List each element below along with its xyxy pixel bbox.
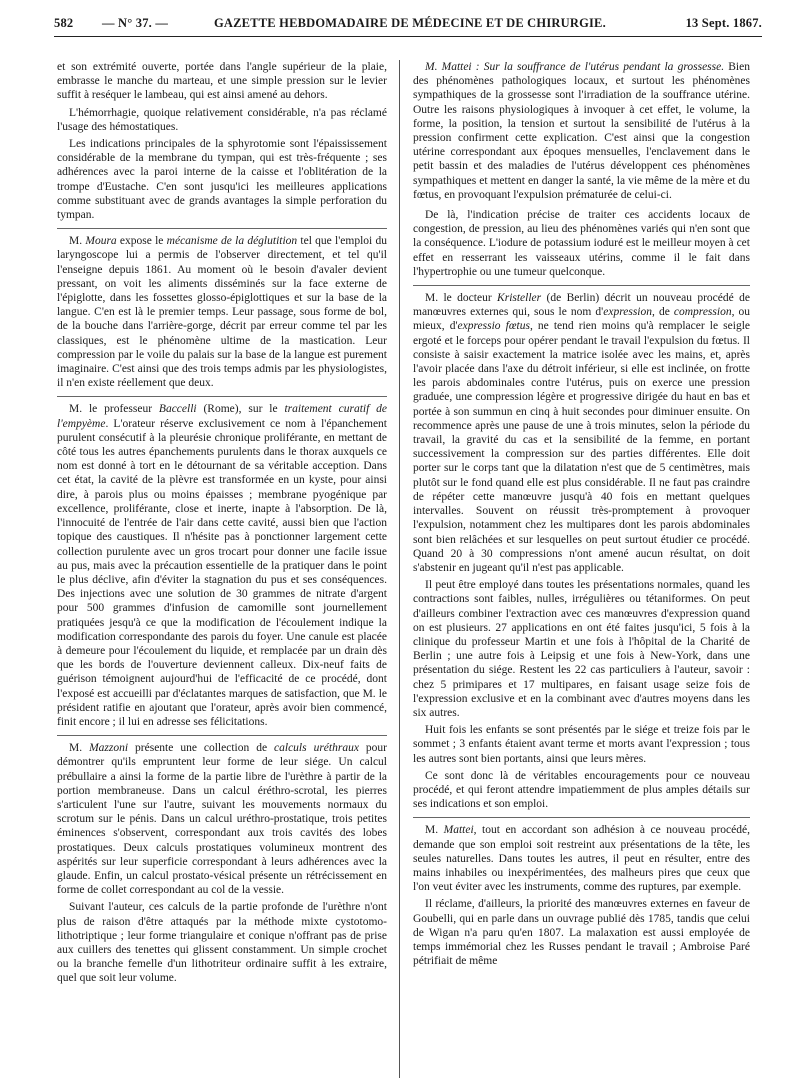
topic-title: traitement curatif de l'empyème xyxy=(57,403,387,430)
author-name: Mazzoni xyxy=(89,742,129,755)
author-name: Baccelli xyxy=(158,403,197,416)
paragraph: et son extrémité ouverte, portée dans l'angle supérieur de la plaie, embrasse le manche du marteau, et une simple pression sur le levier suffit à reséquer le lambeau, qui est ainsi amené au dehors. xyxy=(57,61,387,102)
author-name: M. Mattei xyxy=(425,61,472,73)
paragraph-baccelli: M. le professeur Baccelli (Rome), sur le traitement curatif de l'empyème. L'orateur réserve exclusivement ce nom à l'épanchement purulent consécutif à la pleurésie chronique proliférante, en mettant de côté tous les autres épanchements purulents dans le thorax auxquels ce nom est donné à tort en le détournant de sa véritable acception. Dans cet état, la cavité de la plèvre est transformée en un kyste, pour ainsi dire, à parois plus ou moins épaisses ; membrane pyogénique par excellence, proliférante, close et inerte, inapte à l'absorption. De là, l'innocuité de l'entrée de l'air dans cette cavité, aussi bien que l'action topique des caustiques. Il n'hésite pas à ponctionner largement cette collection purulente avec un gros trocart pour donner une facile issue au pus, mais avec la précaution essentielle de la pratiquer dans le point le plus déclive, afin d'éviter la stagnation du pus et ses conséquences. Des injections avec une solution de 30 grammes de nitrate d'argent pour 500 grammes d'infusion de camomille sont journellement pratiquées jesqu'à ce que la modification de l'écoulement indique la modification correspondante des parois du foyer. Une canule est placée à demeure pour l'écoulement du liquide, et remplacée par un drain dès que les bords de l'ouverture deviennent calleux. Dix-neuf faits de guérison témoignent aujourd'hui de l'efficacité de ce procédé, dont l'exposé est accueilli par d'éclatantes marques de satisfaction, que M. le président ratifie en ajoutant que l'orateur, après avoir bien commencé, finit encore ; il lui en adresse ses félicitations. xyxy=(57,403,387,728)
author-name: Moura xyxy=(85,235,117,248)
paragraph-mattei: M. Mattei : Sur la souffrance de l'utérus pendant la grossesse. Bien des phénomènes pathologiques locaux, et surtout les phénomènes sympathiques de la grossesse sont l'irradiation de la souffrance utérine. Outre les raisons physiologiques à invoquer à cet effet, le volume, la forme, la position, la tension et surtout la sensibilité de l'utérus à la pression confirment cette explication. C'est ainsi que la congestion utérine correspondant aux époques mensuelles, l'enclavement dans le petit bassin et des maladies de l'utérus développent ces phénomènes sympathiques et mettent en danger la santé, la vie même de la mère et du fœtus, en provoquant l'expulsion prématurée de celui-ci. xyxy=(413,61,750,201)
column-divider xyxy=(399,60,400,1078)
issue-number: — N° 37. — xyxy=(102,16,169,30)
paragraph: Il réclame, d'ailleurs, la priorité des manœuvres externes en faveur de Goubelli, qui en parle dans un ouvrage publié dès 1785, tandis que celui de Wigan n'a paru qu'en 1807. La malaxation est aussi employée de temps immémorial chez les Russes pendant le travail ; Ambroise Paré pétrifiait de même xyxy=(413,898,750,968)
right-column xyxy=(413,60,750,1078)
section-separator xyxy=(413,285,750,286)
topic-title: mécanisme de la déglutition xyxy=(166,235,298,248)
paragraph: Suivant l'auteur, ces calculs de la partie profonde de l'urèthre n'ont plus de raison d'être attaqués par la méthode mixte cystotomo-lithotriptique ; leur forme triangulaire et conique n'offrant pas de prise aux cuillers des tenettes qui glissent constamment. Un simple crochet ou la branche femelle d'un lithotriteur ordinaire suffit à les extraire, quel que soit leur volume. xyxy=(57,901,387,985)
page-header xyxy=(54,12,762,36)
issue-date: 13 Sept. 1867. xyxy=(685,16,762,30)
paragraph-mattei-reply: M. Mattei, tout en accordant son adhésion à ce nouveau procédé, demande que son emploi soit restreint aux présentations de la tête, les seules naturelles. Dans toutes les autres, il peut en résulter, entre des mains inhabiles ou inexpérimentées, des malheurs pires que ceux que l'on veut éviter avec les instruments, comme des ruptures, par exemple. xyxy=(413,824,750,894)
section-separator xyxy=(57,228,387,229)
author-name: Kristeller xyxy=(497,292,542,305)
left-column xyxy=(57,60,387,1078)
paragraph-mazzoni: M. Mazzoni présente une collection de calculs uréthraux pour démontrer qu'ils empruntent leur forme de leur siége. Un calcul prébullaire a ainsi la forme de la partie libre de l'urèthre à partir de la portion membraneuse. Dans un calcul éréthro-scrotal, les pierres s'articulent l'une sur l'autre, suivant les mouvements normaux du scrotum sur le pénis. Dans un calcul uréthro-prostatique, trois petites éminences s'observent, correspondant aux trois cavités des lobes prostatiques. Deux calculs prostatiques volumineux montrent des aspérités sur leur superficie correspondant à leurs adhérences avec la glaude. Enfin, un calcul prostato-vésical présente un rétrécissement en forme de collet correspondant au col de la vessie. xyxy=(57,742,387,897)
paragraph: Il peut être employé dans toutes les présentations normales, quand les contractions sont faibles, nulles, irrégulières ou tétaniformes. On peut d'ailleurs combiner l'extraction avec ces manœuvres d'expression quand on est plusieurs. 27 applications en ont été faites jusqu'ici, 5 fois à la clinique du professeur Martin et une fois à l'hôpital de la Charité de Berlin ; une autre fois à Leipsig et une fois à New-York, dans une présentation du siége. Restent les 22 cas particuliers à l'auteur, savoir : chez 5 primipares et 17 multipares, en faisant usage seize fois de l'expression exclusive et en la combinant avec d'autres moyens dans les six autres. xyxy=(413,579,750,719)
author-name: Mattei xyxy=(443,824,474,837)
topic-title: : Sur la souffrance de l'utérus pendant la grossesse. xyxy=(471,61,725,73)
section-separator xyxy=(57,735,387,736)
publication-title: GAZETTE HEBDOMADAIRE DE MÉDECINE ET DE CHIRURGIE. xyxy=(214,16,606,30)
paragraph: L'hémorrhagie, quoique relativement considérable, n'a pas réclamé l'usage des hémostatiques. xyxy=(57,106,387,133)
paragraph: De là, l'indication précise de traiter ces accidents locaux de congestion, de pression, au lieu des phénomènes variés qui n'en sont que la conséquence. L'iodure de potassium ioduré est le meilleur moyen à cet effet en resserrant les vaisseaux utérins, comme il le fait dans l'hypertrophie ou une tumeur quelconque. xyxy=(413,209,750,278)
topic-title: calculs uréthraux xyxy=(274,742,359,755)
section-separator xyxy=(57,396,387,397)
page-number: 582 xyxy=(54,16,74,30)
section-separator xyxy=(413,817,750,818)
paragraph-moura: M. Moura expose le mécanisme de la déglutition tel que l'emploi du laryngoscope lui a permis de l'observer directement, et tel qu'il l'enseigne depuis 1861. Au moment où le besoin d'avaler devient pressant, on voit les aliments disséminés sur la face externe de l'épiglotte, dans les fossettes glosso-épiglottiques et sur la base de la langue. C'en est là le premier temps. Leur passage, sous forme de bol, de la bouche dans l'arrière-gorge, décrit par erreur comme tel par les classiques, est le phénomène ultime de la mastication. Leur compression par le voile du palais sur la base de la langue est purement imaginaire. C'est ainsi que des trois temps admis par les physiologistes, il n'en existe réellement que deux. xyxy=(57,235,387,390)
paragraph-kristeller: M. le docteur Kristeller (de Berlin) décrit un nouveau procédé de manœuvres externes qui, sous le nom d'expression, de compression, ou mieux, d'expressio fœtus, ne tend rien moins qu'à remplacer le seigle ergoté et le forceps pour opérer pendant le travail l'expulsion du fœtus. Il consiste à saisir exactement la matrice isolée avec les mains, et, après l'avoir placée dans l'axe du détroit inférieur, si elle est inclinée, on frotte les parois abdominales contre l'utérus, puis on exerce une pression graduée, une compression légère et progressive dirigée du haut en bas et portée à son summun en cinq à huit secondes pour diminuer ensuite. On recommence après une pause de une à trois minutes, selon la période du travail, la gravité du cas et la sensibilité de la femme, en portant successivement la compression sur des parties différentes. Elle doit porter sur le corps tant que la dilatation n'est que de 5 centimètres, mais plutôt sur le fond quand elle est plus considérable. Il ne faut pas craindre de répéter cette manœuvre jusqu'à 40 fois en mettant quelques intervalles. Souvent on réussit très-promptement à provoquer l'expulsion, notamment chez les multipares dont les parois abdominales sont bien relâchées et sur lesquelles on peut surtout étudier ce procédé. Quand 20 à 30 compressions n'ont amené aucun résultat, on doit s'abstenir en jugeant qu'il n'est pas applicable. xyxy=(413,292,750,574)
header-rule xyxy=(54,36,762,37)
paragraph: Les indications principales de la sphyrotomie sont l'épaississement considérable de la membrane du tympan, qui est très-fréquente ; ses adhérences avec la paroi interne de la caisse et l'oblitération de la trompe d'Eustache. C'en sont jusqu'ici les meilleures applications comme substituant avec de grands avantages la simple perforation du tympan. xyxy=(57,138,387,222)
paragraph: Ce sont donc là de véritables encouragements pour ce nouveau procédé, et qui feront attendre impatiemment de plus amples détails sur ses indications et son emploi. xyxy=(413,769,750,811)
paragraph: Huit fois les enfants se sont présentés par le siége et treize fois par le sommet ; 3 enfants étaient avant terme et morts avant l'expression ; tous les autres sont bien portants, ainsi que leurs mères. xyxy=(413,724,750,765)
